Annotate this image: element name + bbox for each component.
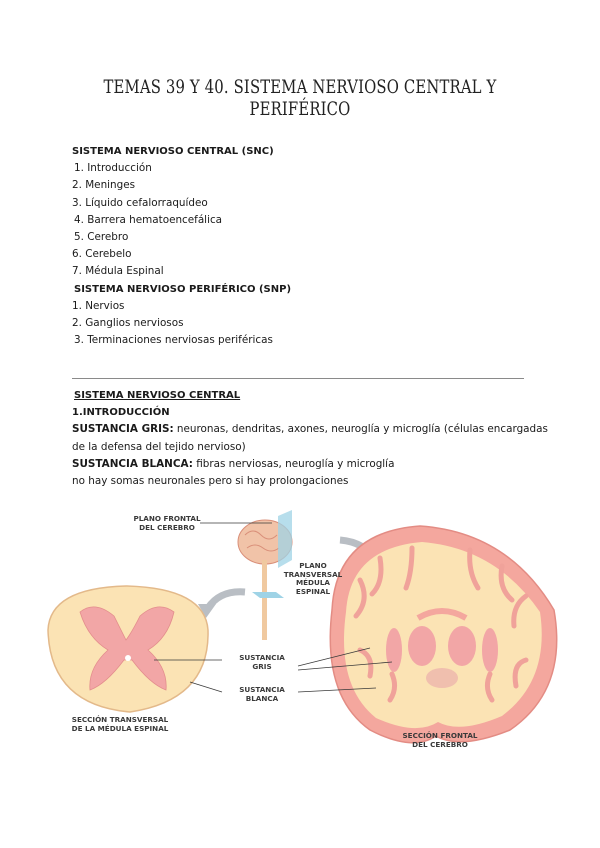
snp-item: 1. Nervios [72,299,125,312]
section-heading: SISTEMA NERVIOSO CENTRAL [74,390,241,401]
snc-item: 1. Introducción [74,162,152,175]
snc-item: 3. Líquido cefalorraquídeo [72,196,208,209]
snp-heading: SISTEMA NERVIOSO PERIFÉRICO (SNP) [74,283,292,295]
snp-item: 2. Ganglios nerviosos [72,317,184,330]
gris-text-continued: de la defensa del tejido nervioso) [72,440,246,453]
snc-item: 6. Cerebelo [72,248,132,261]
label-plano-frontal: PLANO FRONTAL DEL CEREBRO [133,514,201,532]
gris-text: neuronas, dendritas, axones, neuroglía y microglía (células encargadas [176,423,548,436]
label-sustancia-gris: SUSTANCIA GRIS [239,653,285,671]
note-text: no hay somas neuronales pero si hay prolongaciones [72,475,349,488]
snp-item: 3. Terminaciones nerviosas periféricas [74,334,273,347]
snc-heading: SISTEMA NERVIOSO CENTRAL (SNC) [72,146,274,157]
snc-item: 4. Barrera hematoencefálica [74,213,223,226]
page-title: TEMAS 39 Y 40. SISTEMA NERVIOSO CENTRAL Y PERIFÉRICO [103,76,497,120]
snc-item: 5. Cerebro [74,231,129,244]
gris-label: SUSTANCIA GRIS: [72,423,174,436]
label-plano-transversal: PLANO TRANSVERSAL MÉDULA ESPINAL [283,561,343,596]
spinal-cord-section [48,586,208,712]
label-seccion-transversal: SECCIÓN TRANSVERSAL DE LA MÉDULA ESPINAL [71,715,169,733]
brain-section [330,526,556,743]
blanca-label: SUSTANCIA BLANCA: [72,457,193,470]
nervous-system-figure [40,500,570,790]
index-snc [72,143,291,349]
label-seccion-frontal: SECCIÓN FRONTAL DEL CEREBRO [402,731,478,749]
section-divider [72,378,524,379]
section-snc [72,387,548,490]
snc-item: 7. Médula Espinal [72,265,164,278]
blanca-text: fibras nerviosas, neuroglía y microglía [196,457,395,470]
label-sustancia-blanca: SUSTANCIA BLANCA [239,685,285,703]
section-subheading: 1.INTRODUCCIÓN [72,407,170,419]
snc-item: 2. Meninges [72,179,136,192]
